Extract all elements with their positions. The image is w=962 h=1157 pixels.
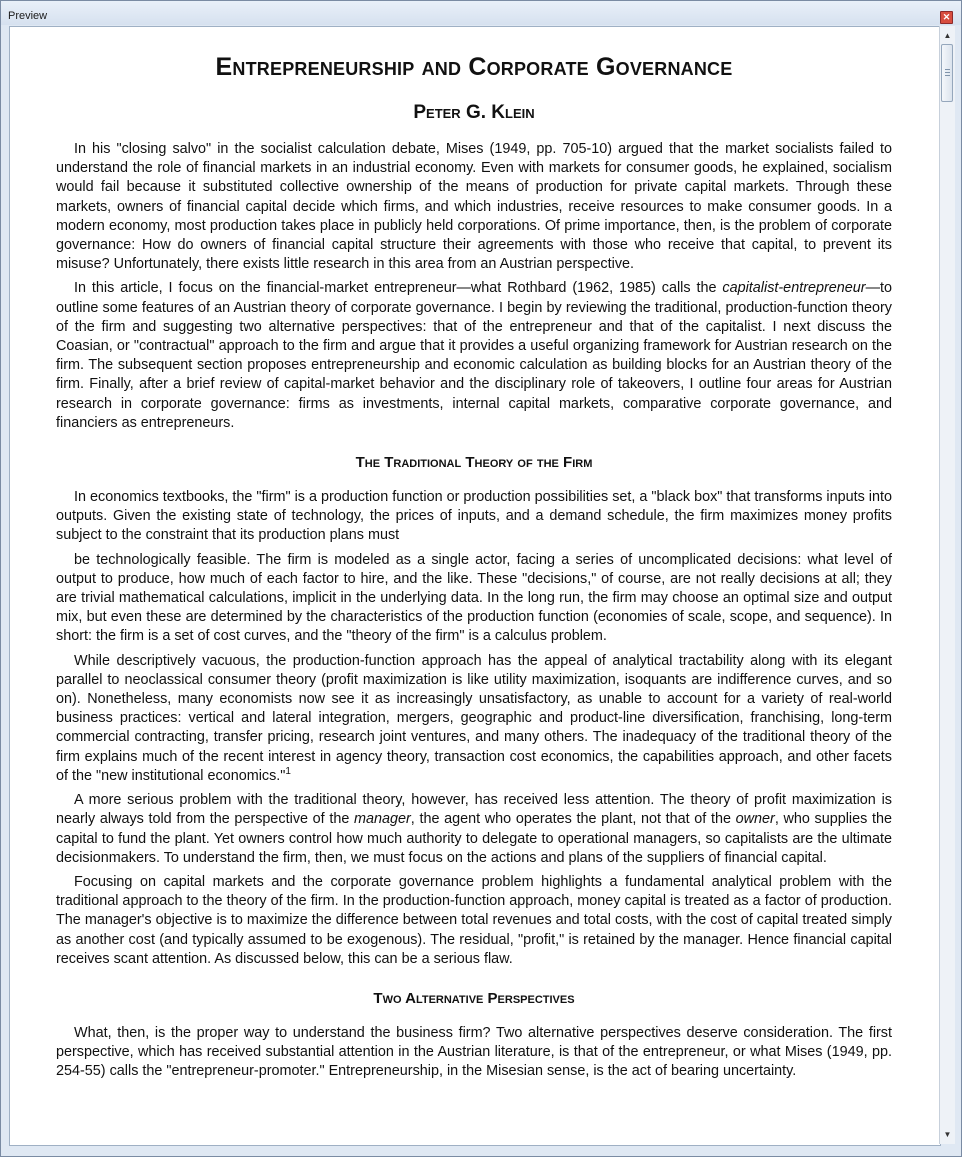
scrollbar-thumb[interactable] <box>941 44 953 102</box>
section-heading: The Traditional Theory of the Firm <box>355 454 593 472</box>
grip-line <box>945 72 950 73</box>
document-viewport[interactable] <box>9 26 941 1146</box>
footnote-ref[interactable]: 1 <box>285 766 291 778</box>
vertical-scrollbar[interactable] <box>939 26 955 1144</box>
paragraph: be technologically feasible. The firm is modeled as a single actor, facing a series of uncomplicated decisions: what level of output to produce, how much of each factor to hire, and the like. These "decisions," of course, are not really decisions at all; they are trivial mathematical calculations, implicit in the underlying data. In the long run, the firm may choose an optimal size and output mix, but even these are determined by the characteristics of the production function (economies of scale, scope, and sequence). In short: the firm is a set of cost curves, and the "theory of the firm" is a calculus problem. <box>56 551 892 645</box>
document-author: Peter G. Klein <box>413 102 535 123</box>
grip-line <box>945 69 950 70</box>
paragraph: Focusing on capital markets and the corporate governance problem highlights a fundamental analytical problem with the traditional approach to the theory of the firm. In the production-function approach, money capital is treated as a factor of production. The manager's objective is to maximize the difference between total revenues and total costs, with the cost of capital treated simply as another cost (and typically assumed to be exogenous). The residual, "profit," is retained by the manager. Hence financial capital receives scant attention. As discussed below, this can be a serious flaw. <box>56 873 892 967</box>
emphasis: capitalist-entrepreneur <box>722 280 866 297</box>
section-heading: Two Alternative Perspectives <box>373 989 575 1007</box>
paragraph: While descriptively vacuous, the production-function approach has the appeal of analytical tractability along with its elegant parallel to neoclassical consumer theory (profit maximization is like utility maximization, isoquants are indifference curves, and so on). Nonetheless, many economists now see it as increasingly unsatisfactory, as unable to account for a variety of real-world business practices: vertical and lateral integration, mergers, geographic and product-line diversification, franchising, long-term commercial contracting, transfer pricing, research joint ventures, and many others. The inadequacy of the traditional theory of the firm explains much of the recent interest in agency theory, transaction cost economics, the capabilities approach, and other facets of the "new institutional economics."$^1$ <box>56 652 892 784</box>
paragraph: In his "closing salvo" in the socialist calculation debate, Mises (1949, pp. 705-10) argued that the market socialists failed to understand the role of financial markets in an industrial economy. Even with markets for consumer goods, he explained, socialism would fail because it substituted collective ownership of the means of production for private capital markets. Through these markets, owners of financial capital decide which firms, and which industries, receive resources to make consumer goods. In a modern economy, most production takes place in publicly held corporations. Of prime importance, then, is the problem of corporate governance: How do owners of financial capital structure their agreements with those who receive that capital, to prevent its misuse? Unfortunately, there exists little research in this area from an Austrian perspective. <box>56 141 892 273</box>
paragraph: What, then, is the proper way to understand the business firm? Two alternative perspectives deserve consideration. The first perspective, which has received substantial attention in the Austrian literature, is that of the entrepreneur, or what Mises (1949, pp. 254-55) calls the "entrepreneur-promoter." Entrepreneurship, in the Misesian sense, is the act of bearing uncertainty. <box>56 1024 892 1080</box>
window-title: Preview <box>8 10 48 22</box>
emphasis: manager <box>354 811 411 828</box>
paragraph: In economics textbooks, the "firm" is a production function or production possibilities set, a "black box" that transforms inputs into outputs. Given the existing state of technology, the prices of inputs, and a demand schedule, the firm maximizes money profits subject to the constraint that its production plans must <box>56 489 892 544</box>
scroll-up-icon[interactable]: ▲ <box>943 31 952 40</box>
close-icon[interactable]: ✕ <box>940 11 953 24</box>
title-bar <box>1 1 961 25</box>
grip-line <box>945 75 950 76</box>
document-content <box>56 49 892 1087</box>
document-title: Entrepreneurship and Corporate Governance <box>215 53 733 81</box>
paragraph: In this article, I focus on the financial-market entrepreneur—what Rothbard (1962, 1985) calls the capitalist-entrepreneur—to outline some features of an Austrian theory of corporate governance. I begin by reviewing the traditional, production-function theory of the firm and suggesting two alternative perspectives: that of the entrepreneur and that of the capitalist. I next discuss the Coasian, or "contractual" approach to the firm and argue that it provides a useful organizing framework for Austrian research on the firm. The subsequent section proposes entrepreneurship and economic calculation as building blocks for an Austrian theory of the firm. Finally, after a brief review of capital-market behavior and the disciplinary role of takeovers, I outline four areas for Austrian research in corporate governance: firms as investments, internal capital markets, comparative corporate governance, and financiers as entrepreneurs. <box>56 280 892 431</box>
scroll-down-icon[interactable]: ▼ <box>943 1130 952 1139</box>
emphasis: owner <box>735 811 775 828</box>
paragraph: A more serious problem with the traditional theory, however, has received less attention. The theory of profit maximization is nearly always told from the perspective of the manager, the agent who operates the plant, not that of the owner, who supplies the capital to fund the plant. Yet owners control how much authority to delegate to operational managers, so capitalists are the ultimate decisionmakers. To understand the firm, then, we must focus on the actions and plans of the suppliers of financial capital. <box>56 792 892 866</box>
